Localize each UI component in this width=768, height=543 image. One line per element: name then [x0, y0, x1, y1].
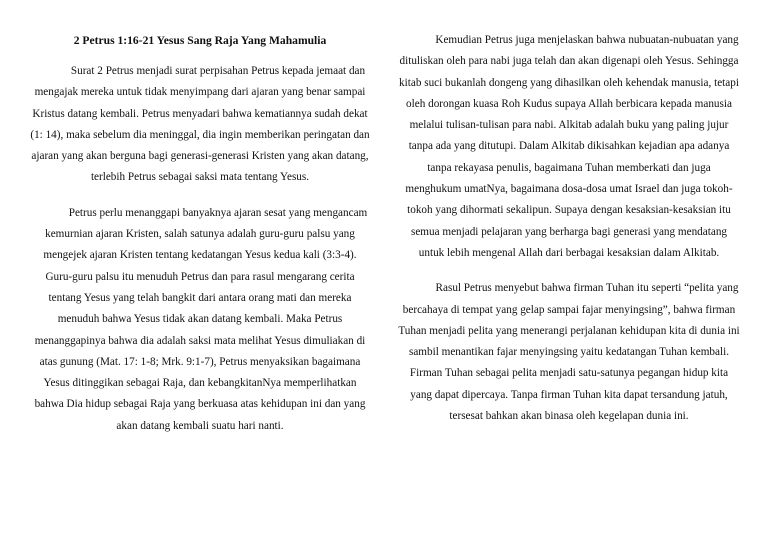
article-title: 2 Petrus 1:16-21 Yesus Sang Raja Yang Mahamulia — [73, 34, 327, 47]
paragraph-lamp — [398, 278, 740, 427]
right-column — [398, 30, 740, 441]
paragraph-prophecy — [398, 30, 740, 264]
paragraph-text: Rasul Petrus menyebut bahwa firman Tuhan itu seperti “pelita yang bercahaya di tempat yang gelap sampai fajar menyingsing”, bahwa firman Tuhan menjadi pelita yang menerangi perjalanan kehidupan kita di dunia ini sambil menantikan fajar menyingsing yaitu kedatangan Tuhan kembali. Firman Tuhan sebagai pelita menjadi satu-satunya pegangan hidup kita yang dapat dipercaya. Tanpa firman Tuhan kita dapat tersandung jatuh, tersesat bahkan akan binasa oleh kegelapan dunia ini. — [398, 282, 740, 423]
paragraph-text: Petrus perlu menanggapi banyaknya ajaran sesat yang mengancam kemurnian ajaran Kristen, salah satunya adalah guru-guru palsu yang mengejek ajaran Kristen tentang kedatangan Yesus kedua kali (3:3-4). Guru-guru palsu itu menuduh Petrus dan para rasul mengarang cerita tentang Yesus yang telah bangkit dari antara orang mati dan mereka menuduh bahwa Yesus tidak akan datang kembali. Maka Petrus menanggapinya bahwa dia adalah saksi mata melihat Yesus dimuliakan di atas gunung (Mat. 17: 1-8; Mrk. 9:1-7), Petrus menyaksikan bagaimana Yesus ditinggikan sebagai Raja, dan kebangkitanNya memperlihatkan bahwa Dia hidup sebagai Raja yang berkuasa atas kehidupan ini dan yang akan datang kembali suatu hari nanti. — [34, 206, 368, 432]
paragraph-intro — [30, 61, 370, 189]
paragraph-text: Surat 2 Petrus menjadi surat perpisahan Petrus kepada jemaat dan mengajak mereka untuk tidak menyimpang dari ajaran yang benar sampai Kristus datang kembali. Petrus menyadari bahwa kematiannya sudah dekat (1: 14), maka sebelum dia meninggal, dia ingin memberikan peringatan dan ajaran yang akan berguna bagi generasi-generasi Kristen yang akan datang, terlebih Petrus sebagai saksi mata tentang Yesus. — [30, 65, 370, 184]
paragraph-text: Kemudian Petrus juga menjelaskan bahwa nubuatan-nubuatan yang dituliskan oleh para nabi juga telah dan akan digenapi oleh Yesus. Sehingga kitab suci bukanlah dongeng yang dihasilkan oleh kehendak manusia, tetapi oleh dorongan kuasa Roh Kudus supaya Allah berbicara kepada manusia melalui tulisan-tulisan para nabi. Alkitab adalah buku yang paling jujur tanpa ada yang ditutupi. Dalam Alkitab dikisahkan kejadian apa adanya tanpa rekayasa penulis, bagaimana Tuhan memberkati dan juga menghukum umatNya, bagaimana dosa-dosa umat Israel dan juga tokoh-tokoh yang dihormati sekalipun. Supaya dengan kesaksian-kesaksian itu semua menjadi pelajaran yang berharga bagi generasi yang mendatang untuk lebih mengenal Allah dari berbagai kesaksian dalam Alkitab. — [399, 34, 739, 259]
left-column — [30, 30, 370, 451]
paragraph-false-teachers — [30, 203, 370, 437]
